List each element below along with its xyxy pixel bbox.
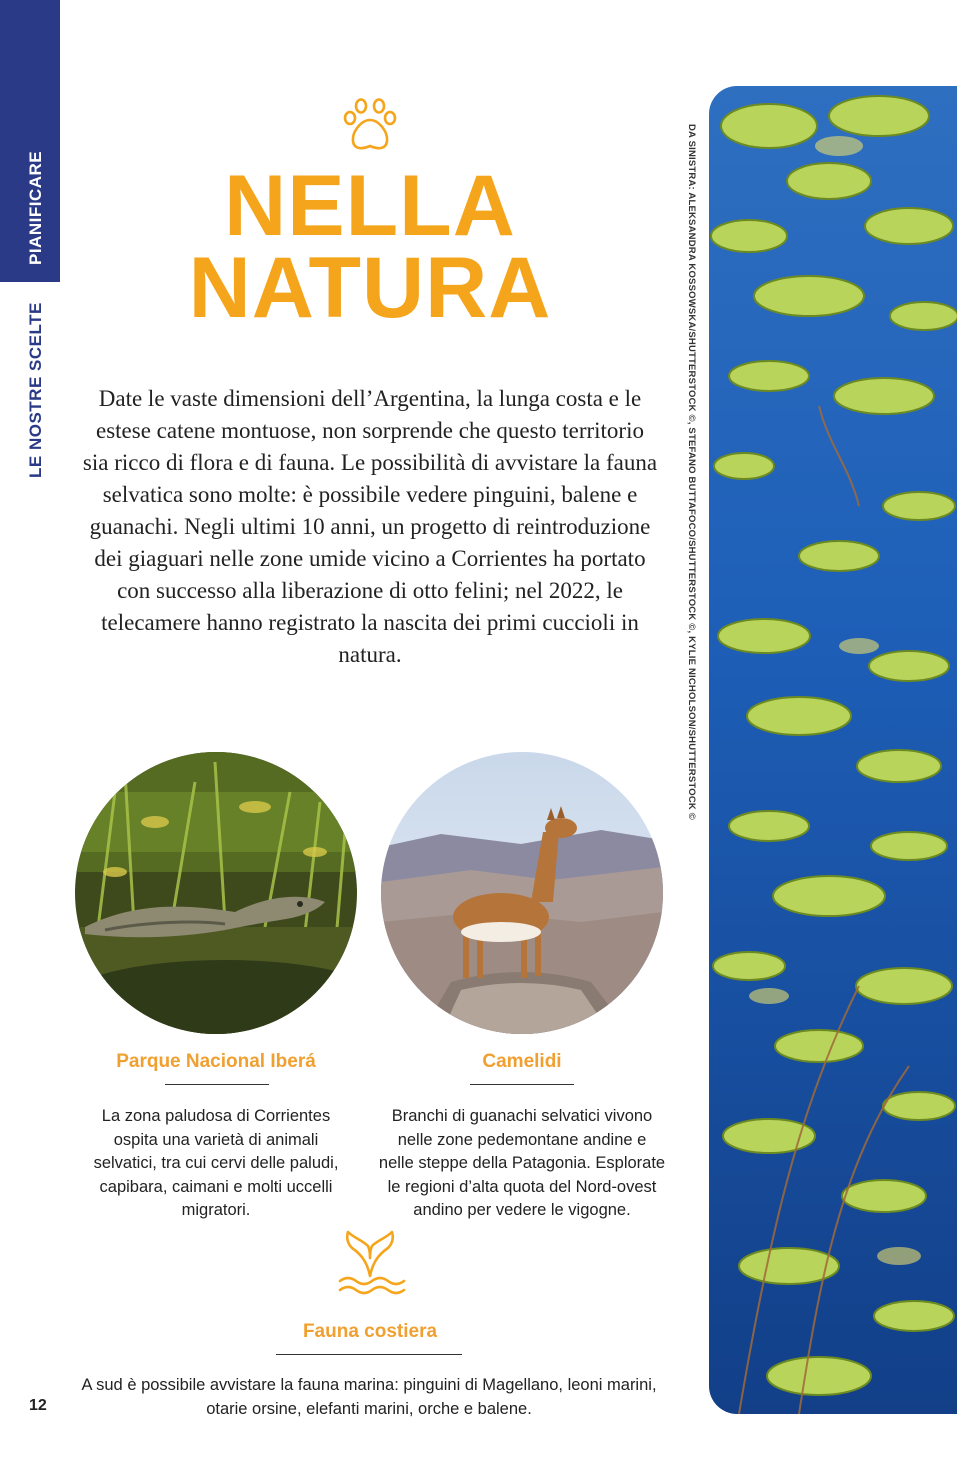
section-rule-ibera — [165, 1084, 269, 1085]
section-title-ibera: Parque Nacional Iberá — [116, 1051, 316, 1072]
paw-print-icon — [339, 96, 401, 154]
page-number: 12 — [29, 1397, 47, 1414]
page-title-line-2: NATURA — [188, 240, 552, 336]
section-text-costiera: A sud è possibile avvistare la fauna marina: pinguini di Magellano, leoni marini, otarie orsine, elefanti marini, orche e balene. — [81, 1376, 657, 1418]
section-text-ibera: La zona paludosa di Corrientes ospita una varietà di animali selvatici, tra cui cervi delle paludi, capibara, caimani e molti uccelli migratori. — [93, 1107, 339, 1219]
sidebar-section-label: PIANIFICARE — [26, 150, 45, 265]
whale-tail-icon — [334, 1226, 406, 1296]
caiman-photo — [75, 752, 357, 1034]
section-text-camelidi: Branchi di guanachi selvatici vivono nelle zone pedemontane andine e nelle steppe della Patagonia. Esplorate le regioni d’alta quota del Nord-ovest andino per vedere le vigogne. — [378, 1107, 666, 1219]
section-title-camelidi: Camelidi — [482, 1051, 562, 1072]
water-lilies-photo — [709, 86, 957, 1414]
intro-paragraph: Date le vaste dimensioni dell’Argentina, la lunga costa e le estese catene montuose, non sorprende che questo territorio sia ricco di flora e di fauna. Le possibilità di avvistare la fauna selvatica sono molte: è possibile vedere pinguini, balene e guanachi. Negli ultimi 10 anni, un progetto di reintroduzione dei giaguari nelle zone umide vicino a Corrientes ha portato con successo alla liberazione di otto felini; nel 2022, le telecamere hanno registrato la nascita dei primi cuccioli in natura. — [82, 386, 658, 667]
section-rule-camelidi — [470, 1084, 574, 1085]
sidebar-subsection-label: LE NOSTRE SCELTE — [26, 302, 45, 478]
page-title-line-1: NELLA — [224, 158, 516, 254]
section-rule-costiera — [276, 1354, 462, 1355]
photo-credit: DA SINISTRA: ALEKSANDRA KOSSOWSKA/SHUTTERSTOCK ©, STEFANO BUTTAFOCO/SHUTTERSTOCK ©, KYLIE NICHOLSON/SHUTTERSTOCK © — [686, 124, 697, 820]
vicuna-photo — [381, 752, 663, 1034]
section-title-costiera: Fauna costiera — [302, 1321, 438, 1342]
